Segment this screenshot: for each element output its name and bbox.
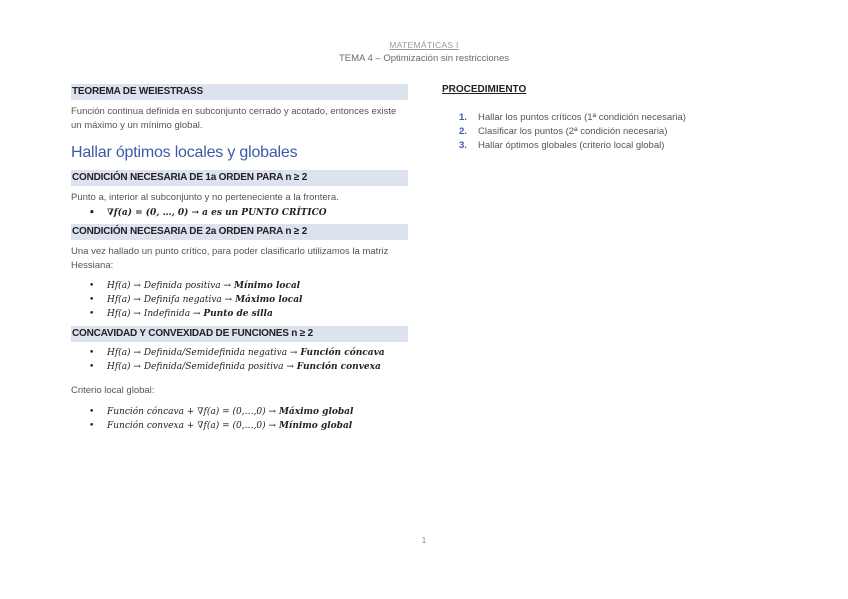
list-item: 3. Hallar óptimos globales (criterio local global): [459, 140, 665, 151]
list-item: • Hf(a) → Definida/Semidefinida negativa → Función cóncava: [71, 346, 408, 360]
list-item: • Hf(a) → Definifa negativa → Máximo local: [71, 293, 408, 307]
global-criterion-list: [71, 405, 408, 433]
list-item: • Hf(a) → Indefinida → Punto de silla: [71, 307, 408, 321]
topic-title: TEMA 4 – Optimización sin restricciones: [338, 53, 509, 64]
criterion-label: Criterio local global:: [71, 385, 155, 396]
first-order-text: Punto a, interior al subconjunto y no perteneciente a la frontera.: [71, 192, 339, 203]
list-item: 2. Clasificar los puntos (2ª condición necesaria): [459, 126, 668, 137]
list-item: • Función cóncava + ∇f(a) = (0,…,0) → Máximo global: [71, 405, 408, 419]
list-item: • ∇f(a) = (0, …, 0) → a es un PUNTO CRÍTICO: [71, 206, 408, 220]
concavity-list: [71, 346, 408, 374]
page-header: [0, 40, 848, 64]
page-number: 1: [421, 536, 427, 545]
list-item: • Función convexa + ∇f(a) = (0,…,0) → Mínimo global: [71, 419, 408, 433]
first-order-list: [71, 206, 408, 220]
list-item: • Hf(a) → Definida positiva → Mínimo local: [71, 279, 408, 293]
second-order-text: Una vez hallado un punto crítico, para poder clasificarlo utilizamos la matriz Hessiana:: [71, 246, 389, 271]
list-item: • Hf(a) → Definida/Semidefinida positiva → Función convexa: [71, 360, 408, 374]
procedure-title: PROCEDIMIENTO: [442, 84, 527, 95]
concavity-title: CONCAVIDAD Y CONVEXIDAD DE FUNCIONES n ≥ 2: [71, 326, 408, 342]
first-order-title: CONDICIÓN NECESARIA DE 1a ORDEN PARA n ≥ 2: [71, 170, 408, 186]
list-item: 1. Hallar los puntos críticos (1ª condición necesaria): [459, 112, 686, 123]
second-order-list: [71, 279, 408, 321]
left-column: [71, 84, 408, 433]
right-column: [442, 84, 772, 153]
weierstrass-title: TEOREMA DE WEIESTRASS: [71, 84, 408, 100]
second-order-title: CONDICIÓN NECESARIA DE 2a ORDEN PARA n ≥ 2: [71, 224, 408, 240]
procedure-steps: [442, 111, 772, 153]
section-heading: Hallar óptimos locales y globales: [71, 144, 298, 161]
weierstrass-text: Función continua definida en subconjunto cerrado y acotado, entonces existe un máximo y un mínimo global.: [71, 106, 397, 131]
course-title: MATEMÁTICAS I: [389, 40, 459, 50]
